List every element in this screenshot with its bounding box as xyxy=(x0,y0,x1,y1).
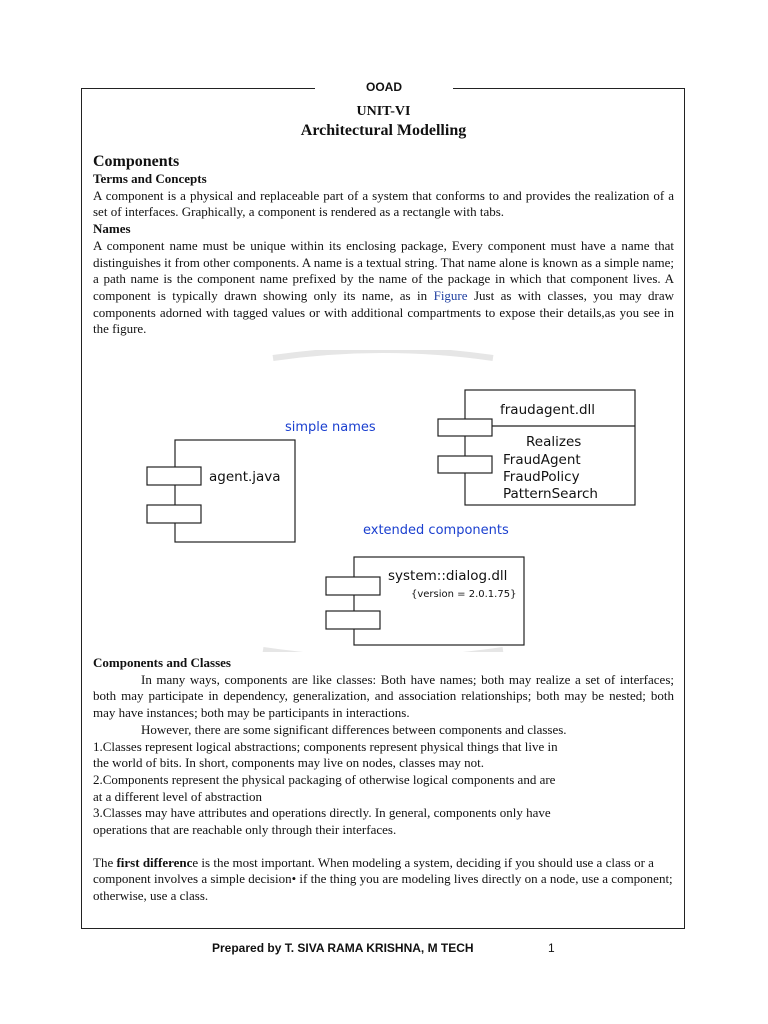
final-pre: The xyxy=(93,854,117,870)
subheading-terms: Terms and Concepts xyxy=(93,171,207,186)
page-header: OOAD xyxy=(366,80,402,94)
component-name-fraudagent: fraudagent.dll xyxy=(500,402,596,418)
component-tab xyxy=(438,456,492,473)
component-tab xyxy=(147,505,201,523)
list-item-2 xyxy=(93,772,674,805)
para-names xyxy=(93,238,674,338)
para-definition: A component is a physical and replaceable part of a system that conforms to and provides the realization of a set of interfaces. Graphically, a component is rendered as a rectangle with tabs. xyxy=(93,187,674,220)
component-name-dialog: system::dialog.dll xyxy=(388,568,508,584)
para-names-b: Just as with classes, you may draw components adorned with tagged values or with additional compartments to expose their details,as you see in the figure. xyxy=(93,287,674,337)
subheading-names: Names xyxy=(93,221,131,237)
list-item-3-line1: 3.Classes may have attributes and operations directly. In general, components only have xyxy=(93,805,551,821)
components-figure xyxy=(93,350,674,652)
figure-link[interactable]: Figure xyxy=(433,287,468,303)
components-diagram xyxy=(93,350,674,652)
component-agent-java xyxy=(147,440,295,542)
realizes-item: PatternSearch xyxy=(503,486,598,502)
component-tab xyxy=(326,611,380,629)
realizes-label: Realizes xyxy=(526,434,582,450)
para-differences: However, there are some significant differences between components and classes. xyxy=(141,721,567,737)
page-title: Architectural Modelling xyxy=(300,122,467,139)
list-item-2-line1: 2.Components represent the physical packaging of otherwise logical components and are xyxy=(93,771,556,787)
label-extended-components: extended components xyxy=(363,523,509,538)
label-simple-names: simple names xyxy=(285,420,376,435)
list-item-1 xyxy=(93,739,674,772)
tagged-value: {version = 2.0.1.75} xyxy=(411,589,517,600)
para-similarities: In many ways, components are like classes: Both have names; both may realize a set of interfaces; both may participate in dependency, generalization, and association relationships; both may be nested; both may have instances; both may be participants in interactions. xyxy=(93,671,674,721)
list-item-3 xyxy=(93,805,674,838)
realizes-item: FraudAgent xyxy=(503,452,581,468)
para-names-a: A component name must be unique within its enclosing package, Every component must have a name that distinguishes it from other components. A name is a textual string. That name alone is known as a simple name; a path name is the component name prefixed by the name of the package in which that component lives. A component is typically drawn showing only its name, as in xyxy=(93,237,674,303)
component-fraudagent-dll xyxy=(438,390,635,505)
final-bold: first differenc xyxy=(116,854,193,870)
realizes-item: FraudPolicy xyxy=(503,469,580,485)
component-system-dialog-dll xyxy=(326,557,524,645)
page-number: 1 xyxy=(548,941,555,955)
list-item-1-line1: 1.Classes represent logical abstractions; components represent physical things that live in xyxy=(93,738,558,754)
list-item-3-line2: operations that are reachable only through their interfaces. xyxy=(93,822,397,838)
section-components-and-classes xyxy=(93,655,674,905)
component-tab xyxy=(438,419,492,436)
list-item-1-line2: the world of bits. In short, components may live on nodes, classes may not. xyxy=(93,755,485,771)
component-tab xyxy=(326,577,380,595)
section-components xyxy=(93,104,674,338)
heading-components-classes: Components and Classes xyxy=(93,655,231,670)
unit-label: UNIT-VI xyxy=(356,104,411,119)
component-tab xyxy=(147,467,201,485)
final-post: e is the most important. When modeling a system, deciding if you should use a class or a component involves a simple decision• if the thing you are modeling lives directly on a node, use a component; otherwise, use a class. xyxy=(93,854,673,904)
component-name-agent: agent.java xyxy=(209,469,281,485)
heading-components: Components xyxy=(93,153,180,170)
para-first-difference xyxy=(93,855,674,905)
prepared-by: Prepared by T. SIVA RAMA KRISHNA, M TECH xyxy=(212,941,474,955)
list-item-2-line2: at a different level of abstraction xyxy=(93,788,263,804)
